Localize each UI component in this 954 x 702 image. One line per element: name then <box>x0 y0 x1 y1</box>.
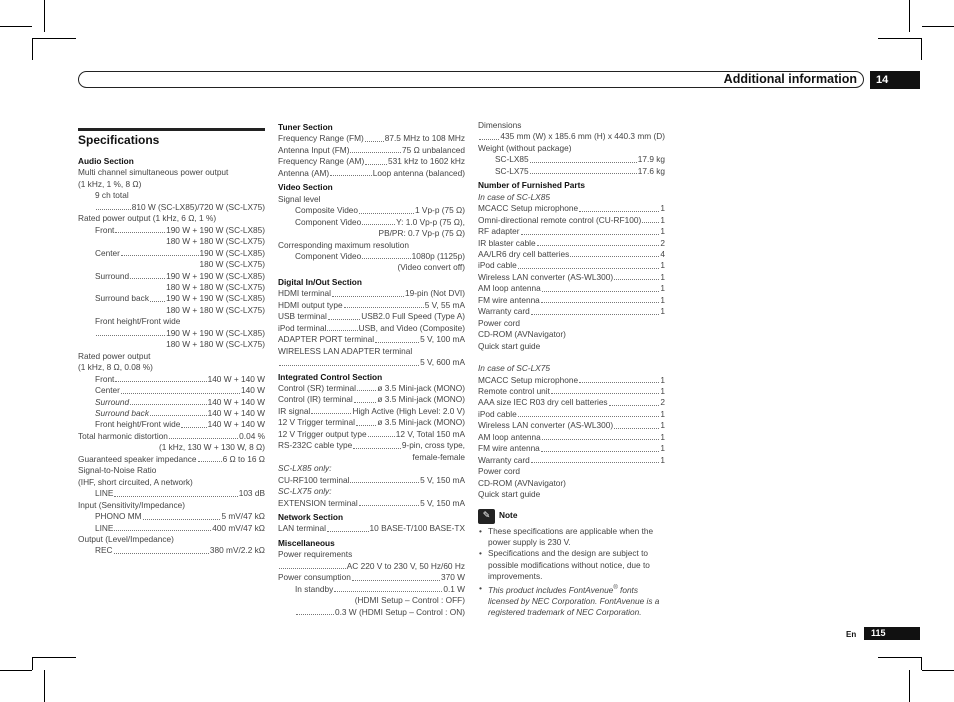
spec-row: Surround back 140 W + 140 W <box>95 407 265 418</box>
list-item: RF adapter 1 <box>478 226 665 237</box>
spec-row: LINE 400 mV/47 kΩ <box>95 522 265 533</box>
spec-row: Component Video Y: 1.0 Vp-p (75 Ω), <box>295 216 465 227</box>
model-note: SC-LX75 only: <box>278 486 332 497</box>
note-item: • This product includes FontAvenue® fonts licensed by NEC Corporation. FontAvenue is a registered trademark of NEC Corporation. <box>478 583 665 619</box>
section-title: Additional information <box>723 72 857 86</box>
section-heading: Digital In/Out Section <box>278 276 362 287</box>
spec-row: AC 220 V to 230 V, 50 Hz/60 Hz <box>278 561 465 572</box>
spec-value: 180 W + 180 W (SC-LX75) <box>166 339 265 350</box>
spec-text: Rated power output (1 kHz, 6 Ω, 1 %) <box>78 213 217 224</box>
page-title: Specifications <box>78 128 265 147</box>
crop-mark <box>0 26 32 27</box>
spec-row: Control (IR) terminal ø 3.5 Mini-jack (MONO) <box>278 394 465 405</box>
spec-row: LINE 103 dB <box>95 488 265 499</box>
spec-row: 190 W + 190 W (SC-LX85) <box>78 328 265 339</box>
section-heading: Miscellaneous <box>278 537 335 548</box>
model-note: In case of SC-LX75 <box>478 363 550 374</box>
list-item: AM loop antenna 1 <box>478 431 665 442</box>
spec-text: (IHF, short circuited, A network) <box>78 476 193 487</box>
crop-mark <box>921 38 922 60</box>
list-item: Quick start guide <box>478 340 541 351</box>
spec-value: female-female <box>412 451 465 462</box>
chapter-number: 14 <box>870 71 920 89</box>
spec-row: USB terminal USB2.0 Full Speed (Type A) <box>278 311 465 322</box>
list-item: Omni-directional remote control (CU-RF100) 1 <box>478 214 665 225</box>
model-note: In case of SC-LX85 <box>478 191 550 202</box>
spec-text: Signal level <box>278 193 321 204</box>
spec-row: Front 190 W + 190 W (SC-LX85) <box>95 224 265 235</box>
spec-row: Front height/Front wide 140 W + 140 W <box>95 419 265 430</box>
spec-row: EXTENSION terminal 5 V, 150 mA <box>278 497 465 508</box>
list-item: MCACC Setup microphone 1 <box>478 374 665 385</box>
spec-text: Front height/Front wide <box>95 316 181 327</box>
spec-row: SC-LX85 17.9 kg <box>495 154 665 165</box>
list-item: AM loop antenna 1 <box>478 283 665 294</box>
spec-row: CU-RF100 terminal 5 V, 150 mA <box>278 474 465 485</box>
list-item: Power cord <box>478 466 520 477</box>
spec-row: Power consumption 370 W <box>278 572 465 583</box>
spec-row: Front 140 W + 140 W <box>95 373 265 384</box>
spec-row: HDMI terminal 19-pin (Not DVI) <box>278 288 465 299</box>
list-item: Warranty card 1 <box>478 454 665 465</box>
crop-mark <box>44 0 45 32</box>
crop-mark <box>878 657 922 658</box>
spec-value: PB/PR: 0.7 Vp-p (75 Ω) <box>378 228 465 239</box>
spec-row: Surround 140 W + 140 W <box>95 396 265 407</box>
list-item: Power cord <box>478 317 520 328</box>
crop-mark <box>922 670 954 671</box>
list-item: CD-ROM (AVNavigator) <box>478 477 566 488</box>
spec-text: Output (Level/Impedance) <box>78 533 174 544</box>
crop-mark <box>909 670 910 702</box>
section-heading: Integrated Control Section <box>278 371 383 382</box>
spec-row: In standby 0.1 W <box>295 583 465 594</box>
list-item: AAA size IEC R03 dry cell batteries 2 <box>478 397 665 408</box>
specs-column-1 <box>78 128 265 557</box>
spec-text: (1 kHz, 8 Ω, 0.08 %) <box>78 362 153 373</box>
page-number: 115 <box>864 627 920 640</box>
parts-list-lx75 <box>478 375 665 501</box>
list-item: FM wire antenna 1 <box>478 443 665 454</box>
spec-row: Total harmonic distortion 0.04 % <box>78 430 265 441</box>
crop-mark <box>909 0 910 32</box>
crop-mark <box>32 38 76 39</box>
spec-text: 9 ch total <box>95 190 129 201</box>
crop-mark <box>922 26 954 27</box>
spec-row: Surround 190 W + 190 W (SC-LX85) <box>95 270 265 281</box>
section-heading: Audio Section <box>78 156 134 166</box>
spec-row: Surround back 190 W + 190 W (SC-LX85) <box>95 293 265 304</box>
spec-row: HDMI output type 5 V, 55 mA <box>278 299 465 310</box>
spec-text: Dimensions <box>478 120 522 130</box>
spec-text: WIRELESS LAN ADAPTER terminal <box>278 345 413 356</box>
spec-row: RS-232C cable type 9-pin, cross type, <box>278 440 465 451</box>
spec-row: LAN terminal 10 BASE-T/100 BASE-TX <box>278 523 465 534</box>
spec-text: Weight (without package) <box>478 142 572 153</box>
section-heading: Number of Furnished Parts <box>478 180 585 191</box>
spec-value: (Video convert off) <box>397 262 465 273</box>
crop-mark <box>44 670 45 702</box>
spec-row: Component Video 1080p (1125p) <box>295 250 465 261</box>
spec-row: Control (SR) terminal ø 3.5 Mini-jack (MONO) <box>278 382 465 393</box>
spec-row: ADAPTER PORT terminal 5 V, 100 mA <box>278 334 465 345</box>
model-note: SC-LX85 only: <box>278 463 332 474</box>
crop-mark <box>32 38 33 60</box>
pencil-icon: ✎ <box>478 509 495 524</box>
spec-row: SC-LX75 17.6 kg <box>495 165 665 176</box>
notes-list <box>478 526 665 619</box>
spec-value: 180 W + 180 W (SC-LX75) <box>166 281 265 292</box>
spec-row: IR signal High Active (High Level: 2.0 V) <box>278 405 465 416</box>
crop-mark <box>878 38 922 39</box>
spec-row: REC 380 mV/2.2 kΩ <box>95 545 265 556</box>
spec-text: Corresponding maximum resolution <box>278 239 409 250</box>
spec-row: Frequency Range (AM) 531 kHz to 1602 kHz <box>278 156 465 167</box>
list-item: Warranty card 1 <box>478 306 665 317</box>
language-label: En <box>846 630 857 639</box>
spec-row: 12 V Trigger output type 12 V, Total 150 mA <box>278 428 465 439</box>
spec-row: Center 140 W <box>95 385 265 396</box>
section-heading: Tuner Section <box>278 122 333 132</box>
note-title: Note <box>499 510 518 521</box>
spec-text: Rated power output <box>78 350 151 361</box>
section-heading: Network Section <box>278 511 344 522</box>
list-item: Remote control unit 1 <box>478 385 665 396</box>
crop-mark <box>32 657 76 658</box>
spec-row: 5 V, 600 mA <box>278 357 465 368</box>
spec-text: Input (Sensitivity/Impedance) <box>78 499 185 510</box>
spec-value: 180 W + 180 W (SC-LX75) <box>166 304 265 315</box>
spec-text: Power requirements <box>278 549 353 560</box>
spec-value: 180 W (SC-LX75) <box>199 259 265 270</box>
spec-row: iPod terminal USB, and Video (Composite) <box>278 322 465 333</box>
spec-row: Antenna Input (FM) 75 Ω unbalanced <box>278 144 465 155</box>
crop-mark <box>32 657 33 670</box>
spec-row: 0.3 W (HDMI Setup – Control : ON) <box>278 607 465 618</box>
crop-mark <box>921 657 922 670</box>
list-item: Quick start guide <box>478 489 541 500</box>
specs-column-2 <box>278 120 465 618</box>
spec-row: Center 190 W (SC-LX85) <box>95 247 265 258</box>
spec-value: (HDMI Setup – Control : OFF) <box>354 595 465 606</box>
list-item: IR blaster cable 2 <box>478 237 665 248</box>
spec-row: PHONO MM 5 mV/47 kΩ <box>95 511 265 522</box>
spec-text: (1 kHz, 1 %, 8 Ω) <box>78 178 142 189</box>
list-item: iPod cable 1 <box>478 260 665 271</box>
spec-row: Composite Video 1 Vp-p (75 Ω) <box>295 205 465 216</box>
note-item: • Specifications and the design are subject to possible modifications without notice, due to improvements. <box>478 548 665 582</box>
list-item: MCACC Setup microphone 1 <box>478 203 665 214</box>
note-item: • These specifications are applicable when the power supply is 230 V. <box>478 526 665 549</box>
specs-column-3 <box>478 120 665 619</box>
list-item: Wireless LAN converter (AS-WL300) 1 <box>478 271 665 282</box>
crop-mark <box>0 670 32 671</box>
section-heading: Video Section <box>278 182 333 193</box>
list-item: Wireless LAN converter (AS-WL300) 1 <box>478 420 665 431</box>
spec-row: Guaranteed speaker impedance 6 Ω to 16 Ω <box>78 453 265 464</box>
spec-row: Frequency Range (FM) 87.5 MHz to 108 MHz <box>278 133 465 144</box>
list-item: FM wire antenna 1 <box>478 294 665 305</box>
spec-row: 810 W (SC-LX85)/720 W (SC-LX75) <box>78 202 265 213</box>
spec-value: (1 kHz, 130 W + 130 W, 8 Ω) <box>158 442 265 453</box>
note-heading <box>478 509 665 524</box>
list-item: CD-ROM (AVNavigator) <box>478 329 566 340</box>
list-item: iPod cable 1 <box>478 408 665 419</box>
spec-value: 180 W + 180 W (SC-LX75) <box>166 236 265 247</box>
spec-row: Antenna (AM) Loop antenna (balanced) <box>278 167 465 178</box>
spec-text: Signal-to-Noise Ratio <box>78 465 157 476</box>
spec-text: Multi channel simultaneous power output <box>78 167 229 178</box>
spec-row: 435 mm (W) x 185.6 mm (H) x 440.3 mm (D) <box>478 131 665 142</box>
list-item: AA/LR6 dry cell batteries 4 <box>478 248 665 259</box>
parts-list-lx85 <box>478 203 665 352</box>
spec-row: 12 V Trigger terminal ø 3.5 Mini-jack (MONO) <box>278 417 465 428</box>
